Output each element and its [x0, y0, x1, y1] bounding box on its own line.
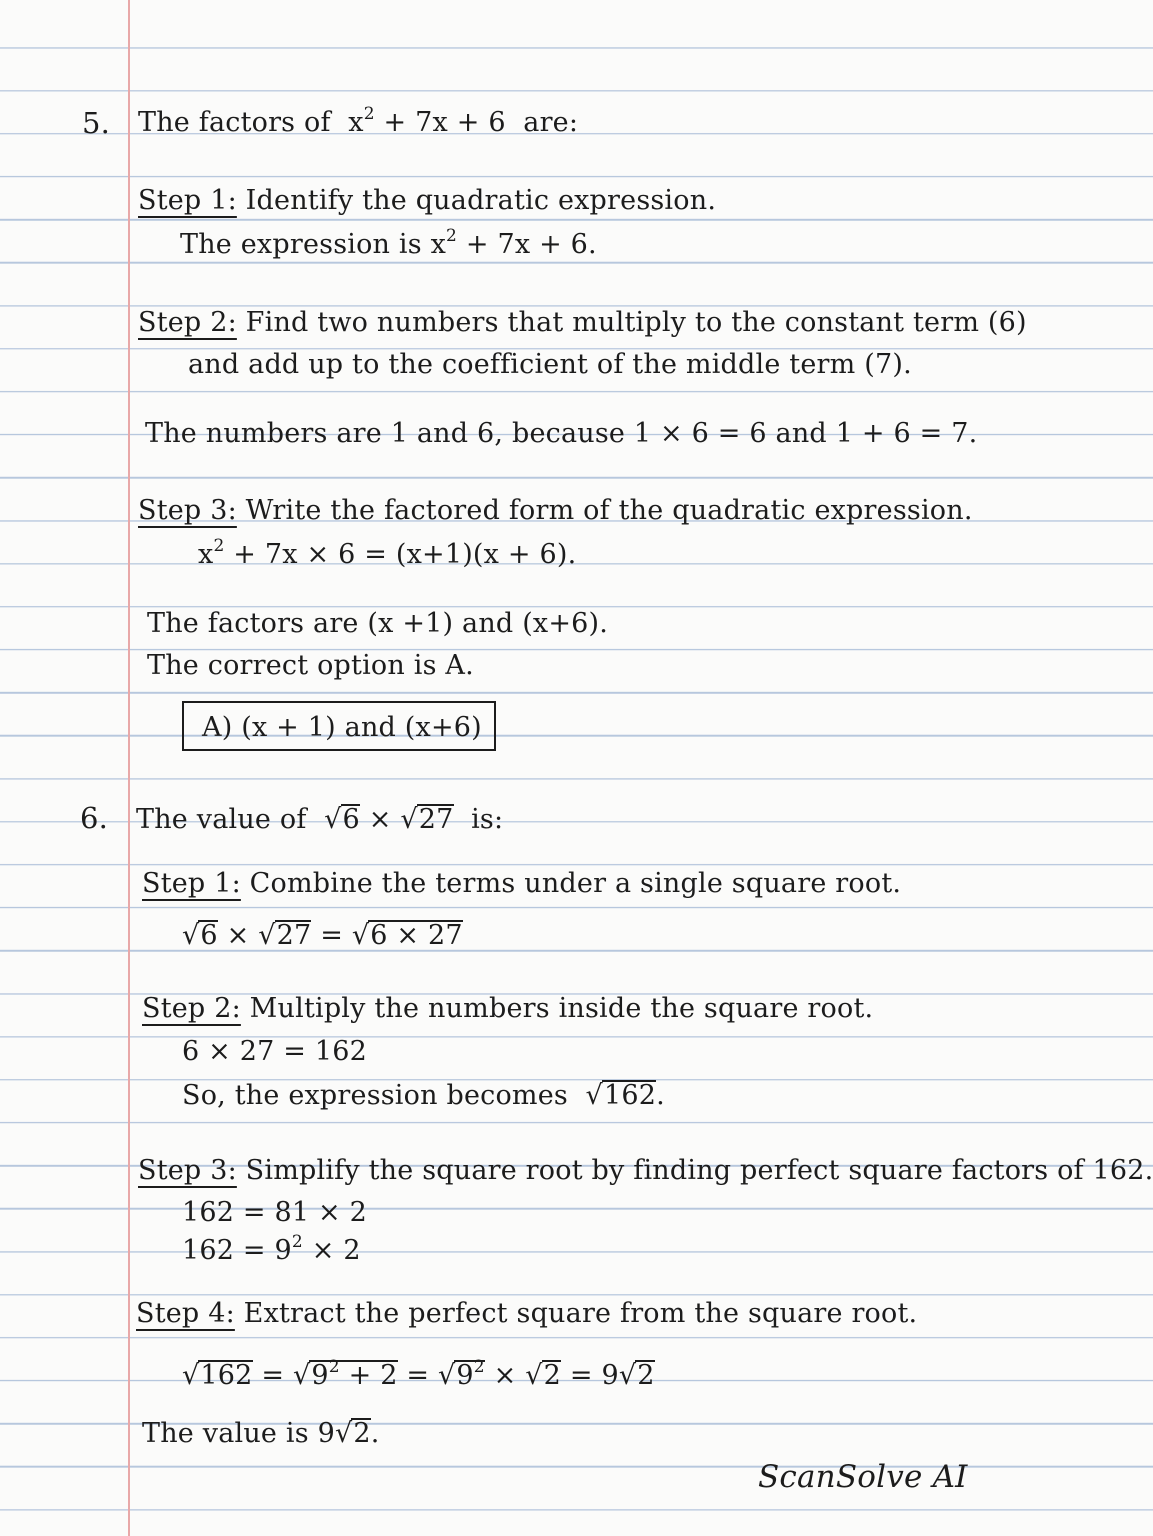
step-label: Step 3:	[138, 495, 237, 526]
step-label: Step 3:	[138, 1155, 237, 1186]
p6-value-line: The value is 9√2.	[142, 1418, 380, 1449]
p5-step1-expression: The expression is $x^2 + 7x + 6$.	[180, 226, 597, 260]
p5-step3-heading: Step 3: Write the factored form of the quadratic expression.	[138, 495, 973, 526]
problem-5-question: The factors of $x^2 + 7x + 6$ are:	[138, 104, 579, 138]
p5-step1-heading: Step 1: Identify the quadratic expression.	[138, 185, 717, 216]
p5-step2-text2: and add up to the coefficient of the middle term (7).	[188, 349, 912, 380]
step-label: Step 1:	[142, 868, 241, 899]
p6-step1-heading: Step 1: Combine the terms under a single square root.	[142, 868, 902, 899]
p5-step3-expression: $x^2 + 7x \times 6 = (x+1)(x + 6)$.	[198, 536, 577, 570]
p6-step1-equation: √6 × √27 = √6 × 27	[182, 920, 463, 951]
p6-step3-line2: $162 = 9^2 \times 2$	[182, 1232, 361, 1266]
p6-step3-line1: 162 = 81 × 2	[182, 1197, 368, 1228]
p5-option-line: The correct option is A.	[147, 650, 474, 681]
p5-step2-heading: Step 2: Find two numbers that multiply to the constant term (6)	[138, 307, 1027, 338]
answer-box	[182, 701, 496, 751]
problem-5-number: 5.	[82, 106, 111, 140]
step-label: Step 2:	[138, 307, 237, 338]
p6-step4-equation: $√162 = √9^2 + 2 = √9^2 \times √2 = 9√2$	[182, 1357, 655, 1391]
p5-numbers-line: The numbers are 1 and 6, because 1 × 6 = 6 and 1 + 6 = 7.	[145, 418, 978, 449]
brand-signature: ScanSolve AI	[758, 1459, 968, 1495]
step-label: Step 4:	[136, 1298, 235, 1329]
p5-factors-line: The factors are (x +1) and (x+6).	[147, 608, 609, 639]
problem-6-question: The value of √6 × √27 is:	[136, 804, 504, 835]
answer-text: A) (x + 1) and (x+6)	[202, 712, 482, 743]
p6-step2-heading: Step 2: Multiply the numbers inside the square root.	[142, 993, 874, 1024]
margin-line	[128, 0, 130, 1536]
p6-step2-product: 6 × 27 = 162	[182, 1036, 368, 1067]
p6-step4-heading: Step 4: Extract the perfect square from the square root.	[136, 1298, 918, 1329]
problem-6-number: 6.	[80, 801, 109, 835]
step-label: Step 2:	[142, 993, 241, 1024]
p6-step2-becomes: So, the expression becomes √162.	[182, 1080, 665, 1111]
step-label: Step 1:	[138, 185, 237, 216]
p6-step3-heading: Step 3: Simplify the square root by finding perfect square factors of 162.	[138, 1155, 1153, 1186]
